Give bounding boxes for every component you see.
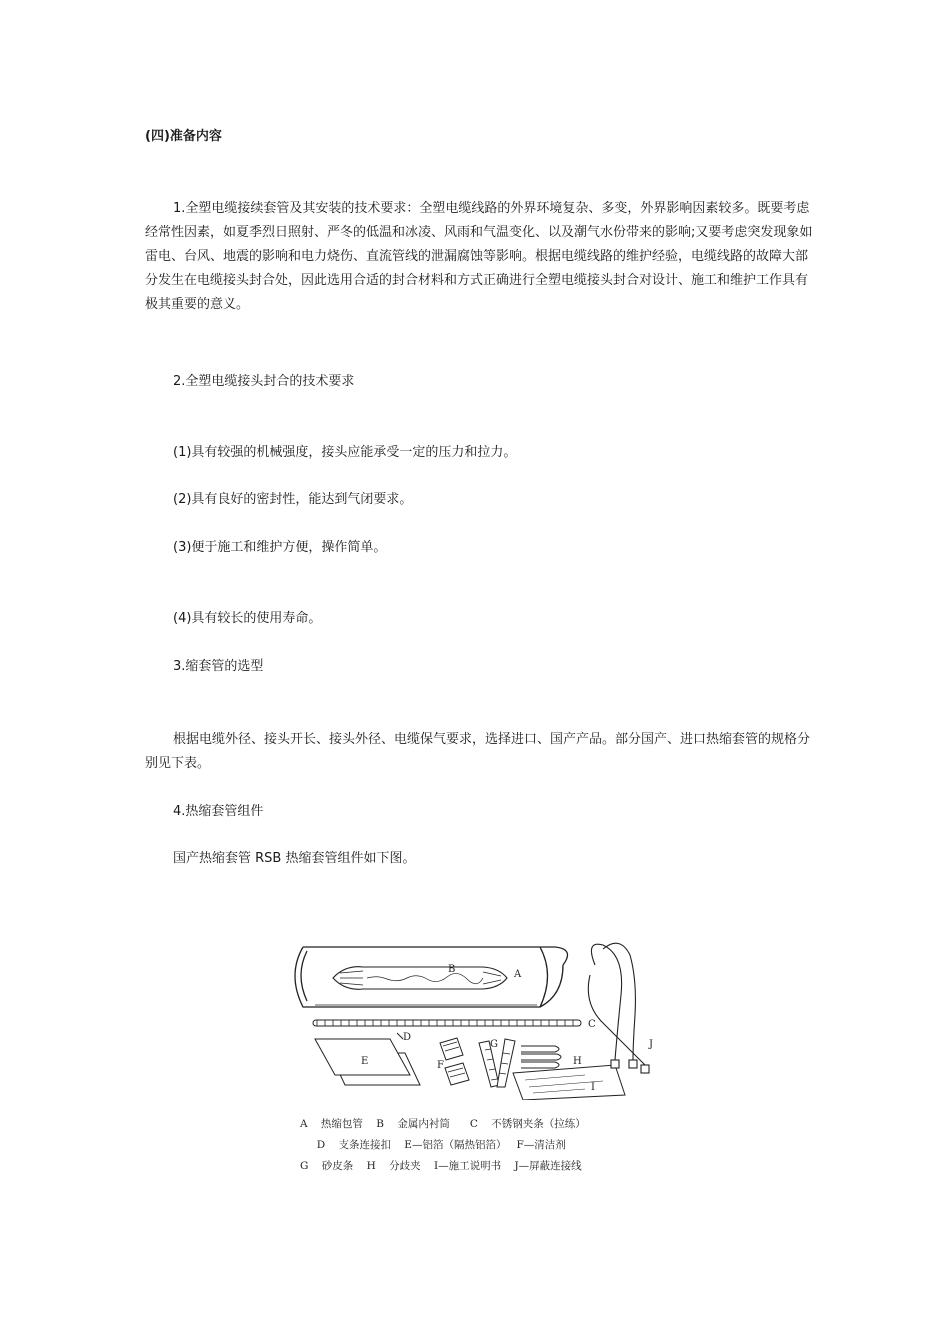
label-a: A	[514, 969, 522, 980]
heat-shrink-sleeve-drawing	[295, 947, 568, 1007]
shielding-wires-drawing	[588, 943, 649, 1073]
requirement-3: (3)便于施工和维护方便，操作简单。	[173, 540, 387, 555]
paragraph-4: 国产热缩套管 RSB 热缩套管组件如下图。	[173, 851, 416, 866]
metal-liner-drawing	[333, 967, 507, 990]
label-j: J	[649, 1039, 654, 1050]
heat-shrink-kit-figure	[285, 935, 665, 1100]
requirement-4: (4)具有较长的使用寿命。	[173, 611, 322, 626]
paragraph-1: 1.全塑电缆接续套管及其安装的技术要求：全塑电缆线路的外界环境复杂、多变，外界影响因素较多。既要考虑经常性因素，如夏季烈日照射、严冬的低温和冰凌、风雨和气温变化、以及潮气水份带来的影响;又要考虑突发现象如雷电、台风、地震的影响和电力烧伤、直流管线的泄漏腐蚀等影响。根据电缆线路的维护经验，电缆线路的故障大部分发生在电缆接头封合处，因此选用合适的封合材料和方式正确进行全塑电缆接头封合对设计、施工和维护工作具有极其重要的意义。	[145, 201, 813, 312]
heading-3: 3.缩套管的选型	[173, 659, 264, 674]
figure-caption-line-2: D 支条连接扣 E—铝箔（隔热铝箔） F—清洁剂	[300, 1139, 566, 1151]
instructions-sheet-drawing	[513, 1065, 625, 1100]
paragraph-3: 根据电缆外径、接头开长、接头外径、电缆保气要求，选择进口、国产产品。部分国产、进口热缩套管的规格分别见下表。	[145, 732, 811, 771]
label-i: I	[591, 1082, 595, 1093]
label-d: D	[403, 1032, 412, 1043]
figure-caption-line-3: G 砂皮条 H 分歧夹 I—施工说明书 J—屏蔽连接线	[300, 1160, 582, 1172]
label-e: E	[361, 1056, 369, 1067]
figure-caption-line-1: A 热缩包管 B 金属内衬筒 C 不锈钢夹条（拉练）	[300, 1118, 586, 1130]
label-h: H	[573, 1056, 582, 1067]
label-f: F	[437, 1060, 444, 1071]
label-g: G	[490, 1039, 498, 1050]
requirement-1: (1)具有较强的机械强度，接头应能承受一定的压力和拉力。	[173, 445, 517, 460]
section-title: (四)准备内容	[145, 129, 222, 144]
heading-4: 4.热缩套管组件	[173, 804, 264, 819]
cleaner-packets-drawing	[440, 1038, 469, 1085]
requirement-2: (2)具有良好的密封性，能达到气闭要求。	[173, 492, 413, 507]
label-c: C	[588, 1019, 596, 1030]
heading-2: 2.全塑电缆接头封合的技术要求	[173, 374, 355, 389]
branch-clips-drawing	[521, 1046, 561, 1068]
label-b: B	[448, 964, 456, 975]
clamp-strip-drawing	[313, 1020, 581, 1026]
